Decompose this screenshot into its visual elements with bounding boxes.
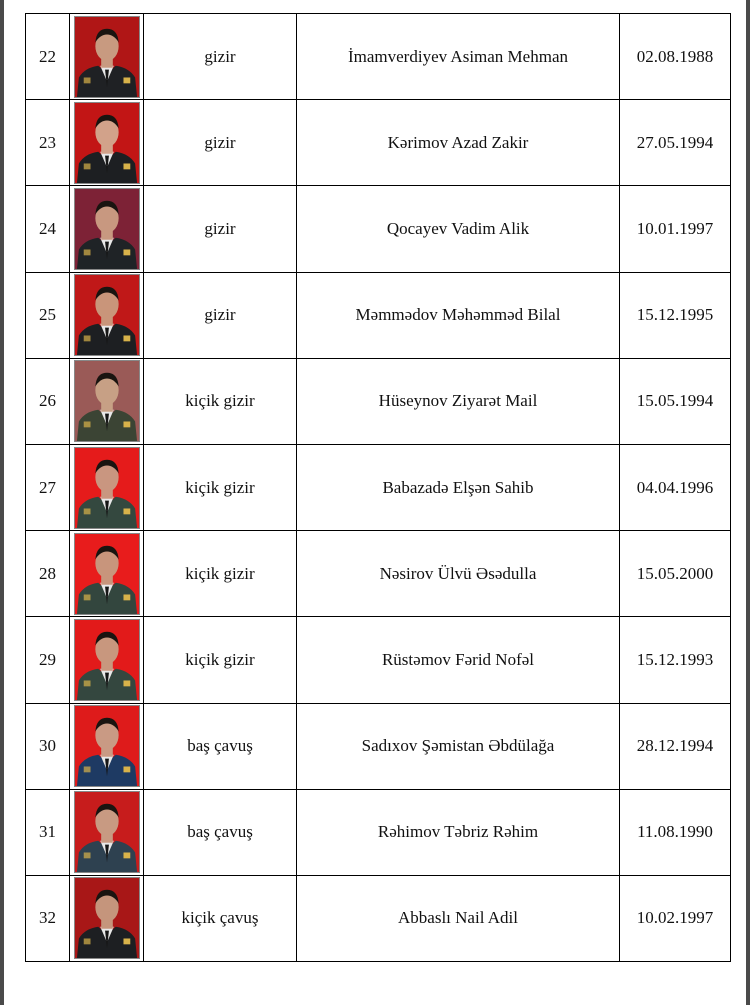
portrait-photo bbox=[74, 619, 140, 701]
portrait-photo bbox=[74, 188, 140, 270]
row-number: 28 bbox=[26, 531, 70, 617]
birth-date-cell: 15.12.1993 bbox=[620, 617, 731, 703]
table-row bbox=[26, 14, 731, 100]
row-number: 22 bbox=[26, 14, 70, 100]
portrait-photo bbox=[74, 16, 140, 98]
photo-cell bbox=[70, 789, 144, 875]
full-name-cell: Rüstəmov Fərid Nofəl bbox=[297, 617, 620, 703]
row-number: 31 bbox=[26, 789, 70, 875]
full-name-cell: Babazadə Elşən Sahib bbox=[297, 444, 620, 530]
birth-date-cell: 10.01.1997 bbox=[620, 186, 731, 272]
rank-cell: kiçik gizir bbox=[144, 358, 297, 444]
table-row bbox=[26, 703, 731, 789]
rank-cell: kiçik gizir bbox=[144, 531, 297, 617]
row-number: 27 bbox=[26, 444, 70, 530]
birth-date-cell: 11.08.1990 bbox=[620, 789, 731, 875]
row-number: 29 bbox=[26, 617, 70, 703]
photo-cell bbox=[70, 358, 144, 444]
portrait-photo bbox=[74, 447, 140, 529]
full-name-cell: Məmmədov Məhəmməd Bilal bbox=[297, 272, 620, 358]
personnel-table-body bbox=[26, 14, 731, 962]
table-row bbox=[26, 186, 731, 272]
table-row bbox=[26, 531, 731, 617]
row-number: 30 bbox=[26, 703, 70, 789]
table-row bbox=[26, 100, 731, 186]
rank-cell: gizir bbox=[144, 186, 297, 272]
portrait-photo bbox=[74, 102, 140, 184]
table-row bbox=[26, 272, 731, 358]
birth-date-cell: 10.02.1997 bbox=[620, 875, 731, 961]
rank-cell: gizir bbox=[144, 14, 297, 100]
rank-cell: gizir bbox=[144, 272, 297, 358]
personnel-table bbox=[25, 13, 731, 962]
birth-date-cell: 15.05.1994 bbox=[620, 358, 731, 444]
portrait-photo bbox=[74, 877, 140, 959]
page-frame-right bbox=[746, 0, 750, 1005]
portrait-photo bbox=[74, 533, 140, 615]
row-number: 23 bbox=[26, 100, 70, 186]
birth-date-cell: 04.04.1996 bbox=[620, 444, 731, 530]
portrait-photo bbox=[74, 791, 140, 873]
birth-date-cell: 15.12.1995 bbox=[620, 272, 731, 358]
rank-cell: kiçik gizir bbox=[144, 617, 297, 703]
full-name-cell: Sadıxov Şəmistan Əbdülağa bbox=[297, 703, 620, 789]
birth-date-cell: 15.05.2000 bbox=[620, 531, 731, 617]
table-row bbox=[26, 875, 731, 961]
table-row bbox=[26, 358, 731, 444]
rank-cell: baş çavuş bbox=[144, 703, 297, 789]
full-name-cell: Qocayev Vadim Alik bbox=[297, 186, 620, 272]
row-number: 26 bbox=[26, 358, 70, 444]
rank-cell: kiçik gizir bbox=[144, 444, 297, 530]
photo-cell bbox=[70, 617, 144, 703]
full-name-cell: Nəsirov Ülvü Əsədulla bbox=[297, 531, 620, 617]
row-number: 32 bbox=[26, 875, 70, 961]
photo-cell bbox=[70, 444, 144, 530]
full-name-cell: Rəhimov Təbriz Rəhim bbox=[297, 789, 620, 875]
table-row bbox=[26, 789, 731, 875]
page-frame-left bbox=[0, 0, 4, 1005]
photo-cell bbox=[70, 100, 144, 186]
rank-cell: kiçik çavuş bbox=[144, 875, 297, 961]
photo-cell bbox=[70, 875, 144, 961]
full-name-cell: Abbaslı Nail Adil bbox=[297, 875, 620, 961]
birth-date-cell: 28.12.1994 bbox=[620, 703, 731, 789]
rank-cell: gizir bbox=[144, 100, 297, 186]
full-name-cell: İmamverdiyev Asiman Mehman bbox=[297, 14, 620, 100]
row-number: 25 bbox=[26, 272, 70, 358]
row-number: 24 bbox=[26, 186, 70, 272]
rank-cell: baş çavuş bbox=[144, 789, 297, 875]
full-name-cell: Hüseynov Ziyarət Mail bbox=[297, 358, 620, 444]
portrait-photo bbox=[74, 360, 140, 442]
portrait-photo bbox=[74, 705, 140, 787]
photo-cell bbox=[70, 531, 144, 617]
photo-cell bbox=[70, 272, 144, 358]
birth-date-cell: 02.08.1988 bbox=[620, 14, 731, 100]
full-name-cell: Kərimov Azad Zakir bbox=[297, 100, 620, 186]
table-row bbox=[26, 617, 731, 703]
portrait-photo bbox=[74, 274, 140, 356]
birth-date-cell: 27.05.1994 bbox=[620, 100, 731, 186]
photo-cell bbox=[70, 186, 144, 272]
table-row bbox=[26, 444, 731, 530]
photo-cell bbox=[70, 703, 144, 789]
photo-cell bbox=[70, 14, 144, 100]
